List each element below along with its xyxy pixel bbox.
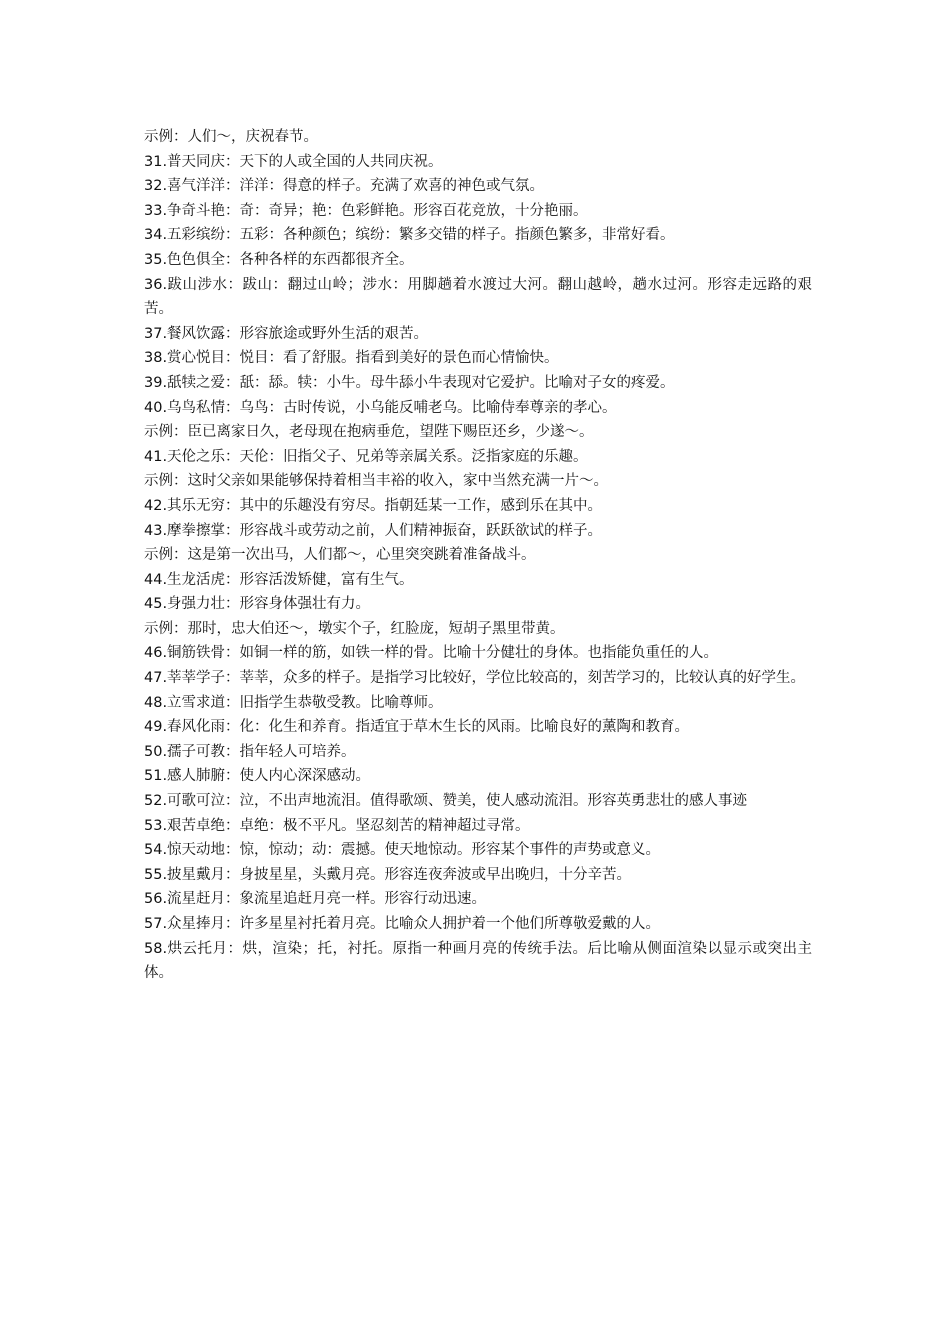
idiom-entry-36: 36.跋山涉水：跋山：翻过山岭；涉水：用脚趟着水渡过大河。翻山越岭，趟水过河。形容走远路的艰苦。 bbox=[144, 276, 812, 318]
text-line: 示例：人们～，庆祝春节。 bbox=[144, 129, 318, 145]
idiom-entry-33: 33.争奇斗艳：奇：奇异；艳：色彩鲜艳。形容百花竞放，十分艳丽。 bbox=[144, 202, 588, 219]
idiom-entry-43: 43.摩拳擦掌：形容战斗或劳动之前，人们精神振奋，跃跃欲试的样子。 bbox=[144, 522, 603, 539]
idiom-entry-54: 54.惊天动地：惊，惊动；动：震撼。使天地惊动。形容某个事件的声势或意义。 bbox=[144, 842, 661, 859]
example-line: 示例：这时父亲如果能够保持着相当丰裕的收入，家中当然充满一片～。 bbox=[144, 473, 608, 490]
idiom-entry-49: 49.春风化雨：化：化生和养育。指适宜于草木生长的风雨。比喻良好的薰陶和教育。 bbox=[144, 719, 690, 736]
idiom-entry-56: 56.流星赶月：象流星追赶月亮一样。形容行动迅速。 bbox=[144, 891, 487, 908]
idiom-entry-32: 32.喜气洋洋：洋洋：得意的样子。充满了欢喜的神色或气氛。 bbox=[144, 178, 545, 195]
idiom-entry-39: 39.舐犊之爱：舐：舔。犊：小牛。母牛舔小牛表现对它爱护。比喻对子女的疼爱。 bbox=[144, 374, 675, 391]
idiom-entry-46: 46.铜筋铁骨：如铜一样的筋，如铁一样的骨。比喻十分健壮的身体。也指能负重任的人。 bbox=[144, 645, 719, 662]
idiom-entry-52: 52.可歌可泣：泣，不出声地流泪。值得歌颂、赞美，使人感动流泪。形容英勇悲壮的感人事迹 bbox=[144, 793, 748, 810]
idiom-entry-47: 47.莘莘学子：莘莘，众多的样子。是指学习比较好，学位比较高的，刻苦学习的，比较认真的好学生。 bbox=[144, 670, 806, 687]
idiom-entry-40: 40.乌鸟私情：乌鸟：古时传说，小乌能反哺老乌。比喻侍奉尊亲的孝心。 bbox=[144, 399, 617, 416]
idiom-entry-44: 44.生龙活虎：形容活泼矫健，富有生气。 bbox=[144, 571, 414, 588]
idiom-entry-38: 38.赏心悦目：悦目：看了舒服。指看到美好的景色而心情愉快。 bbox=[144, 350, 559, 367]
idiom-entry-55: 55.披星戴月：身披星星，头戴月亮。形容连夜奔波或早出晚归，十分辛苦。 bbox=[144, 866, 632, 883]
idiom-entry-31: 31.普天同庆：天下的人或全国的人共同庆祝。 bbox=[144, 153, 443, 170]
idiom-entry-57: 57.众星捧月：许多星星衬托着月亮。比喻众人拥护着一个他们所尊敬爱戴的人。 bbox=[144, 916, 661, 932]
idiom-entry-51: 51.感人肺腑：使人内心深深感动。 bbox=[144, 768, 371, 785]
idiom-entry-42: 42.其乐无穷：其中的乐趣没有穷尽。指朝廷某一工作，感到乐在其中。 bbox=[144, 497, 603, 514]
idiom-entry-41: 41.天伦之乐：天伦：旧指父子、兄弟等亲属关系。泛指家庭的乐趣。 bbox=[144, 448, 588, 465]
document-body bbox=[144, 125, 812, 986]
idiom-entry-53: 53.艰苦卓绝：卓绝：极不平凡。坚忍刻苦的精神超过寻常。 bbox=[144, 817, 530, 834]
idiom-entry-45: 45.身强力壮：形容身体强壮有力。 bbox=[144, 596, 371, 613]
example-line: 示例：臣已离家日久，老母现在抱病垂危，望陛下赐臣还乡，少遂～。 bbox=[144, 424, 594, 441]
example-line: 示例：这是第一次出马，人们都～，心里突突跳着准备战斗。 bbox=[144, 547, 536, 564]
idiom-entry-34: 34.五彩缤纷：五彩：各种颜色；缤纷：繁多交错的样子。指颜色繁多，非常好看。 bbox=[144, 227, 675, 244]
idiom-entry-35: 35.色色俱全：各种各样的东西都很齐全。 bbox=[144, 251, 414, 268]
idiom-entry-50: 50.孺子可教：指年轻人可培养。 bbox=[144, 743, 356, 760]
idiom-entry-48: 48.立雪求道：旧指学生恭敬受教。比喻尊师。 bbox=[144, 694, 443, 711]
example-line: 示例：那时，忠大伯还～，墩实个子，红脸庞，短胡子黑里带黄。 bbox=[144, 620, 565, 637]
idiom-entry-58: 58.烘云托月：烘，渲染；托，衬托。原指一种画月亮的传统手法。后比喻从侧面渲染以显示或突出主体。 bbox=[144, 940, 812, 982]
idiom-entry-37: 37.餐风饮露：形容旅途或野外生活的艰苦。 bbox=[144, 325, 429, 342]
